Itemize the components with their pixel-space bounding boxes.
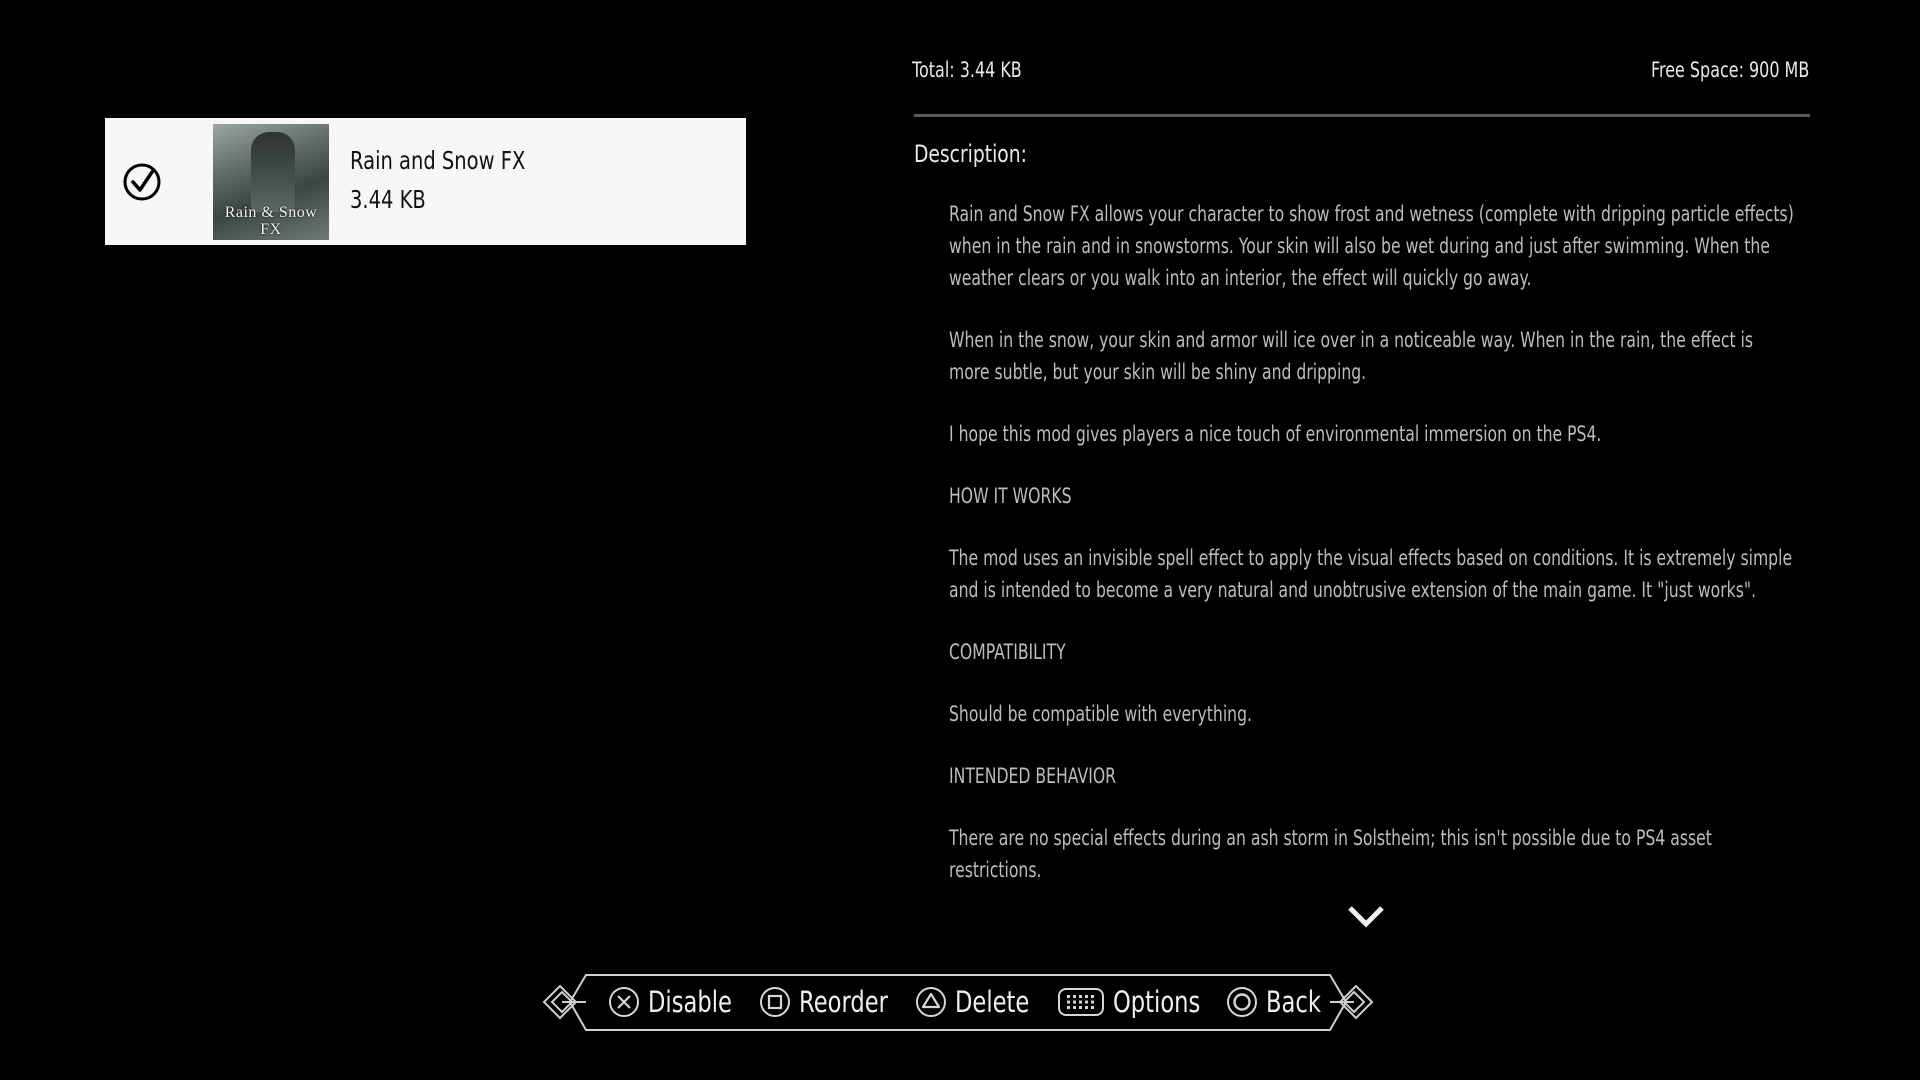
mod-list-item[interactable] (105, 118, 746, 245)
options-label: Options (1113, 985, 1201, 1019)
description-body[interactable] (949, 198, 1798, 916)
description-paragraph: Rain and Snow FX allows your character to show frost and wetness (complete with dripping particle effects) when in the rain and in snowstorms. Your skin will also be wet during and just after swimming. When the weather clears or you walk into an interior, the effect will quickly go away. (949, 202, 1794, 290)
reorder-label: Reorder (799, 985, 888, 1019)
mod-thumbnail-text: Rain & Snow FX (224, 204, 318, 238)
mod-title: Rain and Snow FX (350, 146, 526, 175)
description-paragraph: When in the snow, your skin and armor will ice over in a noticeable way. When in the rain, the effect is more subtle, but your skin will be shiny and dripping. (949, 328, 1754, 384)
description-paragraph: The mod uses an invisible spell effect to apply the visual effects based on conditions. It is extremely simple and is intended to become a very natural and unobtrusive extension of the main game. It "just works". (949, 546, 1793, 602)
square-button-icon (759, 986, 791, 1018)
divider (914, 114, 1810, 117)
button-bar (540, 970, 1376, 1035)
free-space: Free Space: 900 MB (1650, 58, 1809, 82)
description-label: Description: (914, 140, 1027, 168)
description-paragraph: Should be compatible with everything. (949, 702, 1252, 726)
triangle-button-icon (915, 986, 947, 1018)
description-heading: INTENDED BEHAVIOR (949, 764, 1117, 788)
cross-button-icon (608, 986, 640, 1018)
disable-label: Disable (648, 985, 732, 1019)
checkmark-circle-icon (122, 162, 162, 202)
circle-button-icon (1226, 986, 1258, 1018)
touchpad-button-icon (1057, 986, 1105, 1018)
description-paragraph: There are no special effects during an ash storm in Solstheim; this isn't possible due to PS4 asset restrictions. (949, 826, 1712, 882)
disable-button[interactable] (608, 977, 756, 1027)
delete-button[interactable] (915, 977, 1050, 1027)
mod-thumbnail (213, 124, 329, 240)
back-label: Back (1266, 985, 1321, 1019)
description-heading: COMPATIBILITY (949, 640, 1066, 664)
total-size: Total: 3.44 KB (912, 58, 1022, 82)
description-heading: HOW IT WORKS (949, 484, 1072, 508)
back-button[interactable] (1226, 977, 1336, 1027)
chevron-down-icon[interactable] (1346, 902, 1386, 930)
mod-size: 3.44 KB (350, 185, 426, 214)
description-paragraph: I hope this mod gives players a nice touch of environmental immersion on the PS4. (949, 422, 1602, 446)
options-button[interactable] (1057, 977, 1225, 1027)
reorder-button[interactable] (759, 977, 913, 1027)
delete-label: Delete (955, 985, 1030, 1019)
